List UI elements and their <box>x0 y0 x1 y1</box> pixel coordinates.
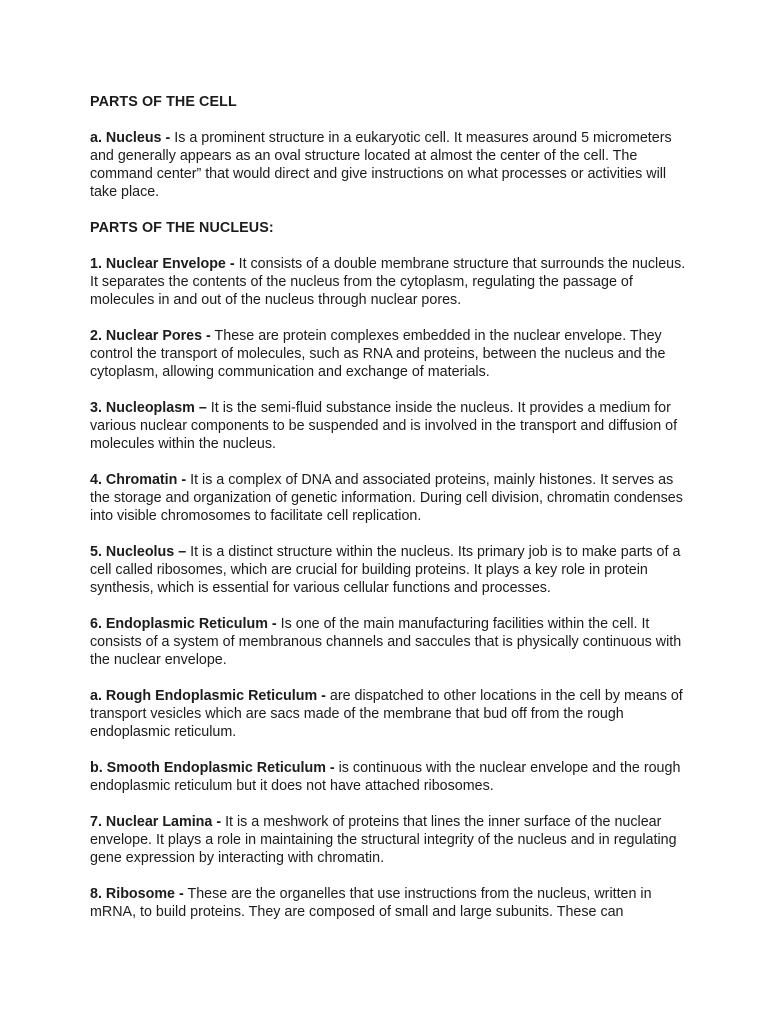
intro-term: a. Nucleus - <box>90 130 171 146</box>
intro-paragraph <box>90 129 690 201</box>
paragraph-nucleolus <box>90 543 690 597</box>
term: 8. Ribosome - <box>90 886 184 902</box>
term: a. Rough Endoplasmic Reticulum - <box>90 688 326 704</box>
term: 3. Nucleoplasm – <box>90 400 207 416</box>
definition: are dispatched to other locations in the cell by means of transport vesicles which are sacs made of the membrane that bud off from the rough endoplasmic reticulum. <box>90 688 683 740</box>
definition: Is one of the main manufacturing facilities within the cell. It consists of a system of membranous channels and saccules that is physically continuous with the nuclear envelope. <box>90 616 682 668</box>
intro-text: Is a prominent structure in a eukaryotic cell. It measures around 5 micrometers and generally appears as an oval structure located at almost the center of the cell. The command center” that would direct and give instructions on what processes or activities will take place. <box>90 130 672 200</box>
definition: These are protein complexes embedded in the nuclear envelope. They control the transport of molecules, such as RNA and proteins, between the nucleus and the cytoplasm, allowing communication and exchange of materials. <box>90 328 666 380</box>
term: 7. Nuclear Lamina - <box>90 814 222 830</box>
definition: It is a meshwork of proteins that lines the inner surface of the nuclear envelope. It plays a role in maintaining the structural integrity of the nucleus and in regulating gene expression by interacting with chromatin. <box>90 814 677 866</box>
document-title: PARTS OF THE CELL <box>90 94 237 110</box>
term: 6. Endoplasmic Reticulum - <box>90 616 277 632</box>
term: 4. Chromatin - <box>90 472 187 488</box>
paragraph-smooth-er <box>90 759 690 795</box>
paragraph-nuclear-envelope <box>90 255 690 309</box>
paragraph-nuclear-lamina <box>90 813 690 867</box>
term: b. Smooth Endoplasmic Reticulum - <box>90 760 335 776</box>
paragraph-ribosome <box>90 885 690 921</box>
paragraph-chromatin <box>90 471 690 525</box>
term: 5. Nucleolus – <box>90 544 187 560</box>
paragraph-nucleoplasm <box>90 399 690 453</box>
definition: It is the semi-fluid substance inside the nucleus. It provides a medium for various nuclear components to be suspended and is involved in the transport and diffusion of molecules within the nucleus. <box>90 400 678 452</box>
paragraph-rough-er <box>90 687 690 741</box>
definition: is continuous with the nuclear envelope and the rough endoplasmic reticulum but it does not have attached ribosomes. <box>90 760 681 794</box>
definition: It consists of a double membrane structure that surrounds the nucleus. It separates the contents of the nucleus from the cytoplasm, regulating the passage of molecules in and out of the nucleus through nuclear pores. <box>90 256 686 308</box>
paragraph-endoplasmic-reticulum <box>90 615 690 669</box>
paragraph-nuclear-pores <box>90 327 690 381</box>
term: 1. Nuclear Envelope - <box>90 256 235 272</box>
section-heading: PARTS OF THE NUCLEUS: <box>90 220 274 236</box>
definition: It is a distinct structure within the nucleus. Its primary job is to make parts of a cell called ribosomes, which are crucial for building proteins. It plays a key role in protein synthesis, which is essential for various cellular functions and processes. <box>90 544 681 596</box>
definition: These are the organelles that use instructions from the nucleus, written in mRNA, to build proteins. They are composed of small and large subunits. These can <box>90 886 652 920</box>
definition: It is a complex of DNA and associated proteins, mainly histones. It serves as the storage and organization of genetic information. During cell division, chromatin condenses into visible chromosomes to facilitate cell replication. <box>90 472 683 524</box>
term: 2. Nuclear Pores - <box>90 328 211 344</box>
